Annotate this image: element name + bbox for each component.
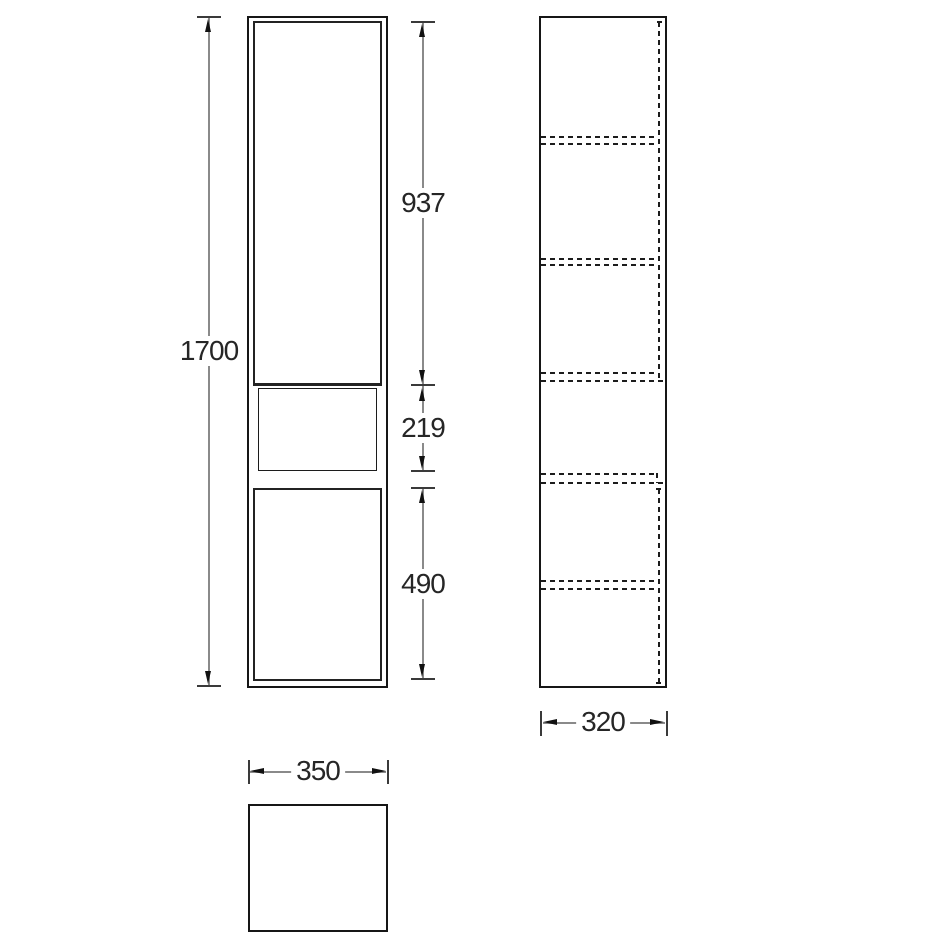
hidden-shelf-line bbox=[541, 380, 665, 382]
dim-label-upper-door: 937 bbox=[396, 188, 450, 218]
top-view-outline bbox=[248, 804, 388, 932]
dim-tick bbox=[411, 384, 435, 386]
hidden-shelf-line bbox=[541, 588, 658, 590]
arrowhead-up-icon bbox=[419, 24, 425, 37]
front-upper-door-panel bbox=[253, 21, 382, 386]
arrowhead-down-icon bbox=[419, 664, 425, 677]
arrowhead-down-icon bbox=[419, 370, 425, 383]
front-lower-door-panel bbox=[253, 488, 382, 681]
hidden-shelf-line bbox=[541, 264, 658, 266]
dim-label-lower-door: 490 bbox=[396, 569, 450, 599]
dim-label-width: 350 bbox=[291, 756, 345, 786]
hidden-shelf-line bbox=[541, 482, 665, 484]
arrowhead-up-icon bbox=[419, 388, 425, 401]
arrowhead-up-icon bbox=[205, 19, 211, 32]
arrowhead-right-icon bbox=[650, 719, 664, 725]
hidden-shelf-line bbox=[541, 372, 658, 374]
hidden-door-line-lower bbox=[658, 489, 660, 683]
hidden-door-line-upper bbox=[658, 22, 660, 381]
dim-tick bbox=[411, 487, 435, 489]
front-open-niche bbox=[258, 388, 377, 471]
dim-tick bbox=[411, 470, 435, 472]
arrowhead-up-icon bbox=[419, 490, 425, 503]
arrowhead-right-icon bbox=[372, 768, 386, 774]
extension-line bbox=[387, 760, 389, 784]
dim-tick bbox=[411, 21, 435, 23]
hidden-shelf-line bbox=[541, 473, 658, 475]
dim-tick bbox=[411, 678, 435, 680]
dim-label-depth: 320 bbox=[576, 707, 630, 737]
hidden-shelf-line bbox=[541, 143, 658, 145]
hidden-shelf-line bbox=[541, 258, 658, 260]
arrowhead-down-icon bbox=[419, 456, 425, 469]
extension-line bbox=[540, 711, 542, 736]
arrowhead-left-icon bbox=[250, 768, 264, 774]
dim-tick bbox=[197, 16, 221, 18]
hidden-shelf-line bbox=[541, 136, 658, 138]
hidden-door-edge bbox=[656, 682, 665, 684]
dim-label-total-height: 1700 bbox=[175, 336, 243, 366]
arrowhead-left-icon bbox=[543, 719, 557, 725]
arrowhead-down-icon bbox=[205, 671, 211, 684]
dim-label-open-shelf: 219 bbox=[396, 413, 450, 443]
hidden-shelf-line bbox=[541, 580, 658, 582]
extension-line bbox=[666, 711, 668, 736]
dim-tick bbox=[197, 685, 221, 687]
